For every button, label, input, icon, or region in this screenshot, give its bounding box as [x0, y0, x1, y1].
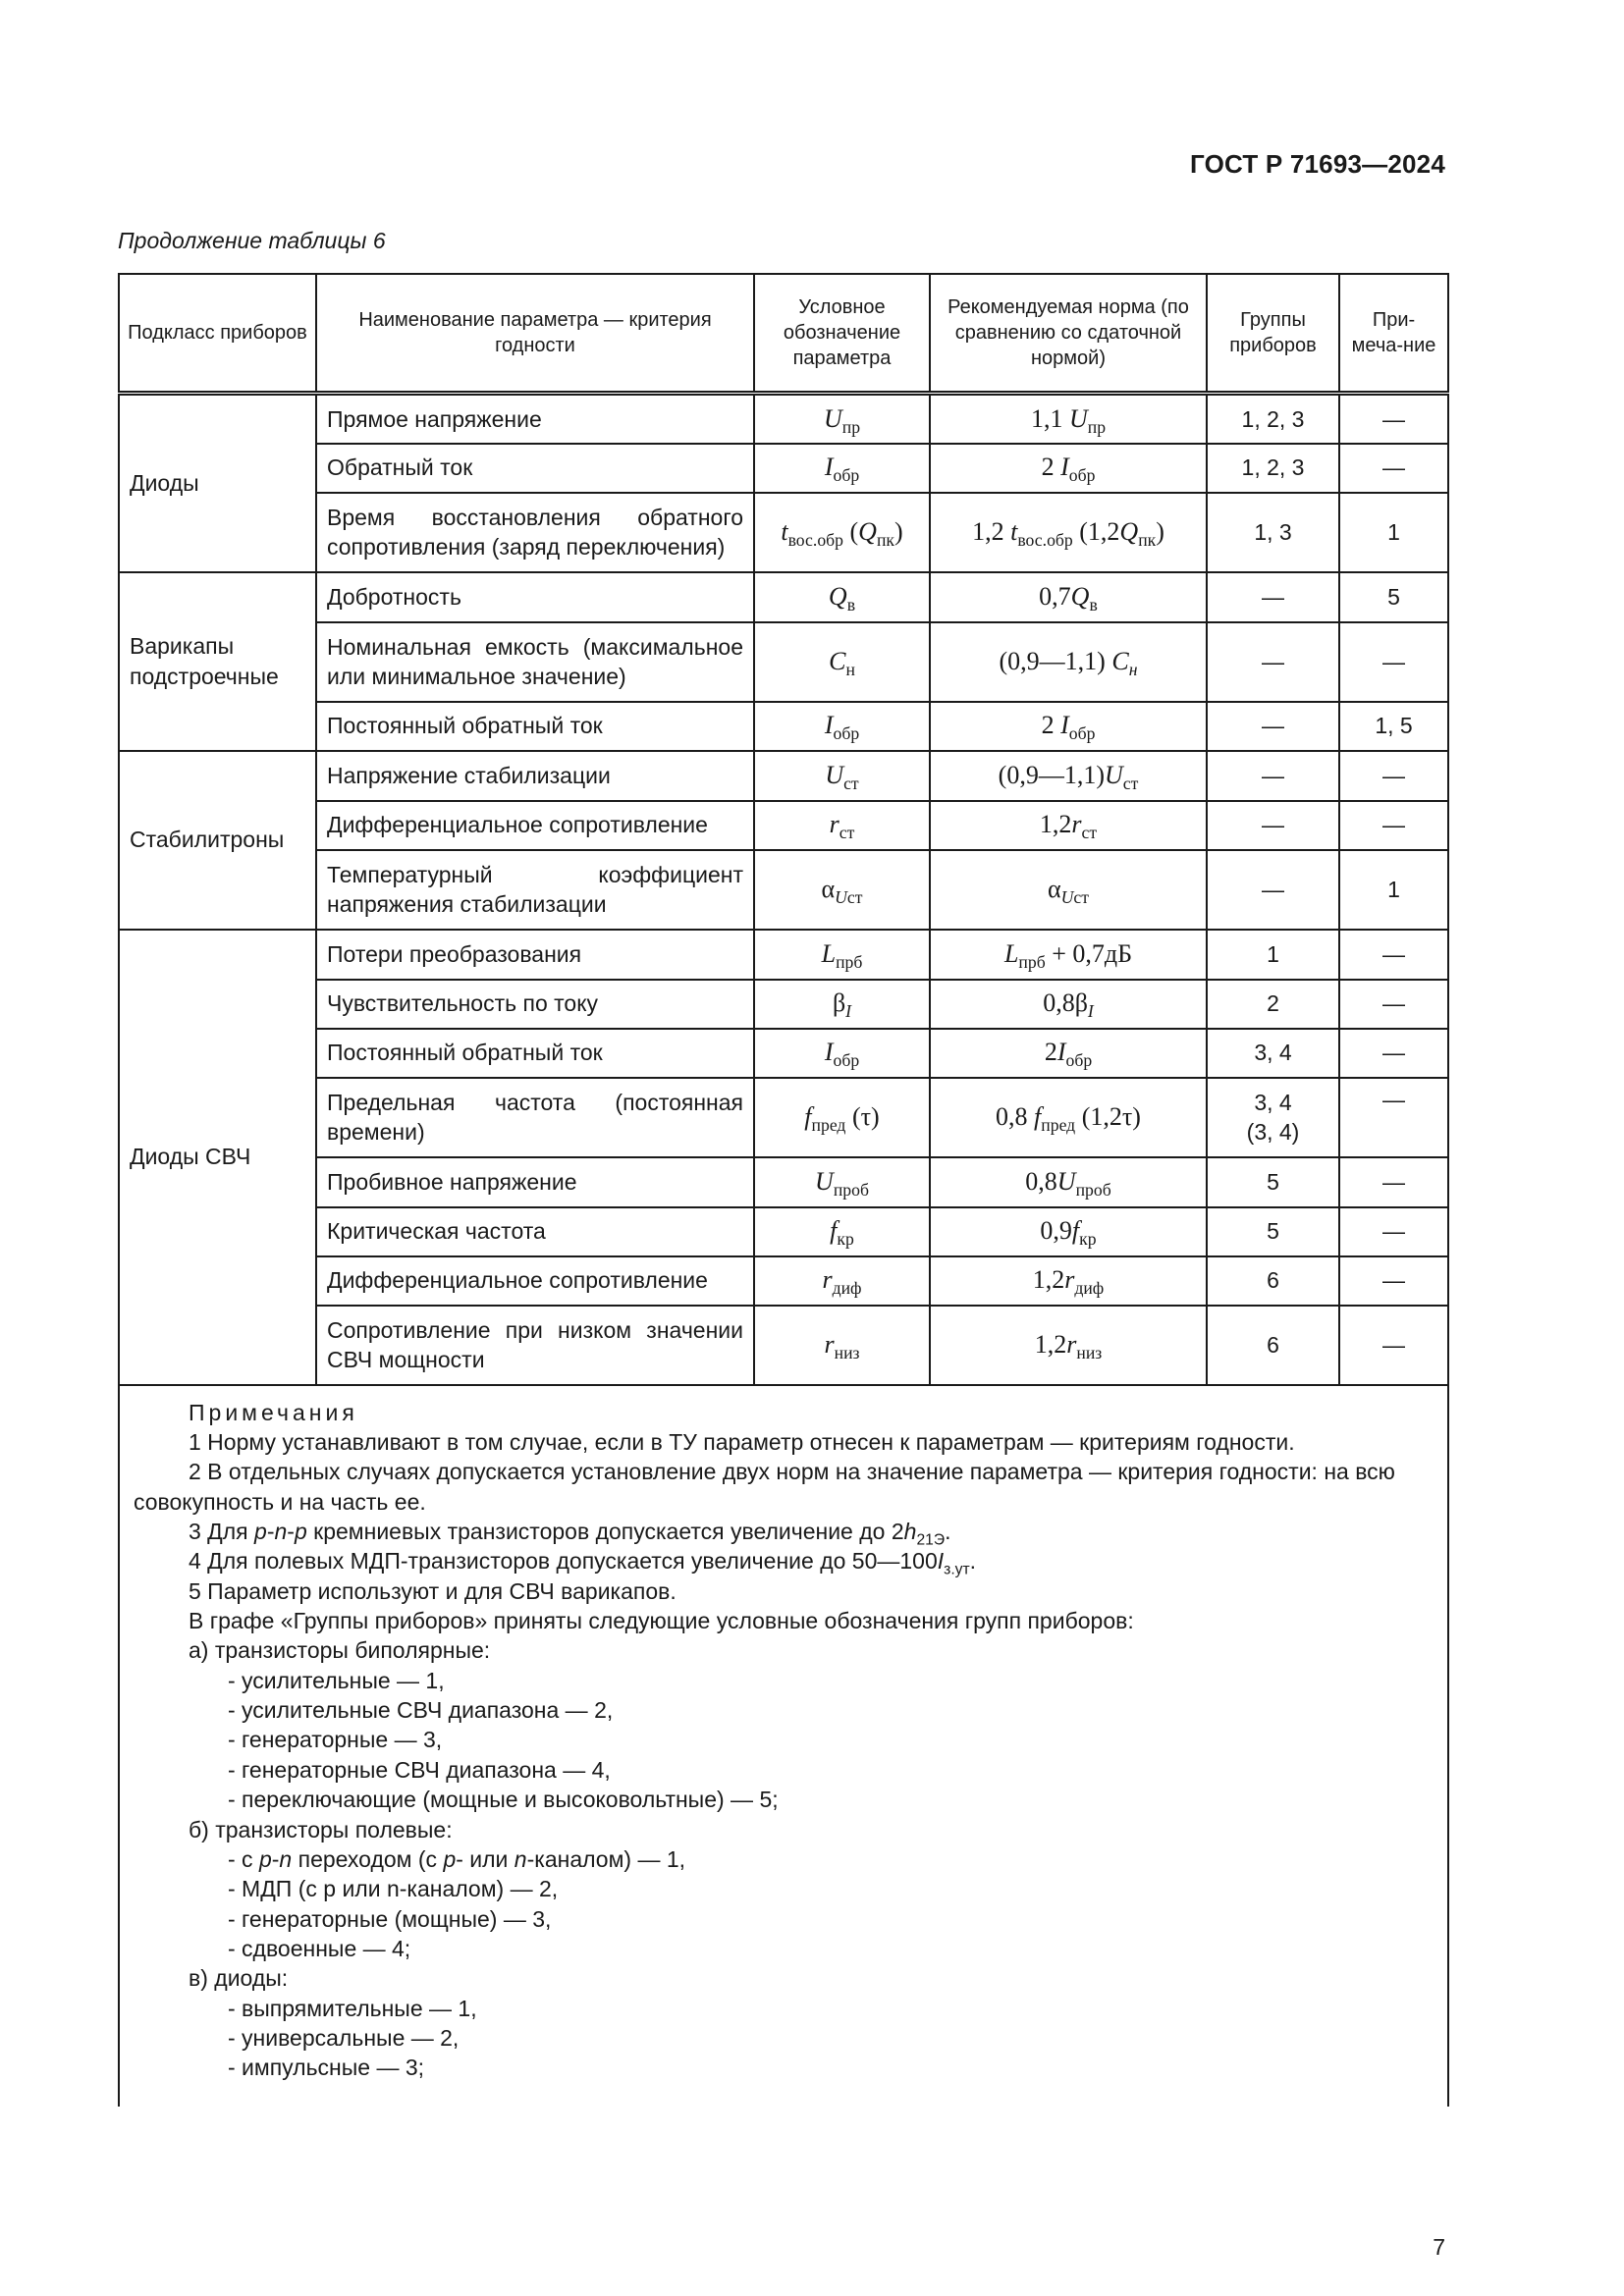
param-note: —: [1339, 622, 1448, 702]
param-note: —: [1339, 1306, 1448, 1385]
param-symbol: $f_{пред}$ (τ): [754, 1078, 930, 1157]
note-line: - импульсные — 3;: [228, 2055, 425, 2081]
param-norm: 2 $I_{обр}$: [930, 702, 1207, 751]
param-groups: 6: [1207, 1256, 1339, 1306]
param-note: —: [1339, 930, 1448, 980]
note-line: 3 Для p-n-p кремниевых транзисторов допускается увеличение до $2h_{21Э}$.: [189, 1518, 951, 1549]
table-row: [119, 1207, 1448, 1256]
note-line: в) диоды:: [189, 1965, 289, 1992]
param-symbol: $U_{проб}$: [754, 1157, 930, 1207]
note-line: - усилительные — 1,: [228, 1667, 445, 1693]
param-symbol: $I_{обр}$: [754, 444, 930, 493]
table-row: [119, 444, 1448, 493]
param-note: —: [1339, 980, 1448, 1029]
param-symbol: $r_{низ}$: [754, 1306, 930, 1385]
param-symbol: $U_{пр}$: [754, 394, 930, 444]
header-note: При-меча-ние: [1339, 274, 1448, 394]
parameters-table: [118, 273, 1449, 2107]
param-note: —: [1339, 1078, 1448, 1157]
param-norm: $L_{прб} + 0,7дБ$: [930, 930, 1207, 980]
param-groups: —: [1207, 751, 1339, 801]
note-line: - универсальные — 2,: [228, 2025, 460, 2052]
class-cell: Стабилитроны: [119, 751, 316, 930]
param-note: 5: [1339, 572, 1448, 622]
note-line: 5 Параметр используют и для СВЧ варикапов.: [189, 1577, 677, 1604]
param-name: Номинальная емкость (максимальное или минимальное значение): [316, 622, 754, 702]
param-groups: 5: [1207, 1207, 1339, 1256]
param-groups: 5: [1207, 1157, 1339, 1207]
param-groups: —: [1207, 702, 1339, 751]
param-norm: $1,2r_{диф}$: [930, 1256, 1207, 1306]
param-name: Время восстановления обратного сопротивления (заряд переключения): [316, 493, 754, 572]
param-norm: $\alpha_{Uст}$: [930, 850, 1207, 930]
note-line: - выпрямительные — 1,: [228, 1995, 477, 2021]
param-symbol: $r_{ст}$: [754, 801, 930, 850]
param-name: Постоянный обратный ток: [316, 702, 754, 751]
param-norm: 1,1 $U_{пр}$: [930, 394, 1207, 444]
param-groups: 1, 3: [1207, 493, 1339, 572]
param-note: —: [1339, 1157, 1448, 1207]
note-line: В графе «Группы приборов» приняты следующие условные обозначения групп приборов:: [189, 1608, 1134, 1634]
param-symbol: $C_н$: [754, 622, 930, 702]
groups-line: 3, 4: [1254, 1089, 1292, 1115]
param-name: Предельная частота (постоянная времени): [316, 1078, 754, 1157]
param-norm: (0,9—1,1) $C_н$: [930, 622, 1207, 702]
note-line: - с p-n переходом (с p- или n-каналом) — 1,: [228, 1845, 686, 1872]
param-note: —: [1339, 1256, 1448, 1306]
header-symbol: Условное обозначение параметра: [754, 274, 930, 394]
note-line: - сдвоенные — 4;: [228, 1935, 411, 1961]
table-row: [119, 1256, 1448, 1306]
table-row: [119, 751, 1448, 801]
param-groups: —: [1207, 850, 1339, 930]
param-symbol: $\alpha_{Uст}$: [754, 850, 930, 930]
param-note: 1: [1339, 850, 1448, 930]
param-name: Потери преобразования: [316, 930, 754, 980]
param-note: 1, 5: [1339, 702, 1448, 751]
table-row: [119, 1157, 1448, 1207]
class-cell: Варикапы подстроечные: [119, 572, 316, 751]
param-symbol: $Q_в$: [754, 572, 930, 622]
class-cell: Диоды СВЧ: [119, 930, 316, 1385]
note-line: - переключающие (мощные и высоковольтные) — 5;: [228, 1787, 779, 1813]
param-note: —: [1339, 1207, 1448, 1256]
param-note: —: [1339, 1029, 1448, 1078]
param-norm: $(0,9—1,1)U_{ст}$: [930, 751, 1207, 801]
param-note: —: [1339, 394, 1448, 444]
param-name: Добротность: [316, 572, 754, 622]
param-symbol: $\beta_I$: [754, 980, 930, 1029]
param-name: Постоянный обратный ток: [316, 1029, 754, 1078]
table-row: [119, 1078, 1448, 1157]
param-groups: [1207, 1078, 1339, 1157]
groups-line: (3, 4): [1246, 1119, 1300, 1145]
param-groups: 2: [1207, 980, 1339, 1029]
param-norm: $1,2r_{ст}$: [930, 801, 1207, 850]
note-line: 2 В отдельных случаях допускается установление двух норм на значение параметра — критерия годности: на всю совокупность и на часть ее.: [134, 1459, 1395, 1515]
param-groups: 3, 4: [1207, 1029, 1339, 1078]
param-symbol: $U_{ст}$: [754, 751, 930, 801]
param-name: Прямое напряжение: [316, 394, 754, 444]
document-id: ГОСТ Р 71693—2024: [1190, 149, 1445, 179]
param-groups: 1: [1207, 930, 1339, 980]
param-name: Температурный коэффициент напряжения стабилизации: [316, 850, 754, 930]
param-groups: 6: [1207, 1306, 1339, 1385]
header-groups: Группы приборов: [1207, 274, 1339, 394]
param-note: —: [1339, 801, 1448, 850]
table-caption: Продолжение таблицы 6: [118, 228, 386, 253]
param-name: Сопротивление при низком значении СВЧ мощности: [316, 1306, 754, 1385]
param-norm: 1,2 $t_{вос.обр}$ $(1,2Q_{пк})$: [930, 493, 1207, 572]
table-row: [119, 980, 1448, 1029]
table-row: [119, 801, 1448, 850]
param-symbol: $L_{прб}$: [754, 930, 930, 980]
header-parameter-name: Наименование параметра — критерия годности: [316, 274, 754, 394]
note-line: - генераторные СВЧ диапазона — 4,: [228, 1756, 611, 1783]
table-row: [119, 1306, 1448, 1385]
param-symbol: $I_{обр}$: [754, 702, 930, 751]
table-row: [119, 493, 1448, 572]
param-name: Дифференциальное сопротивление: [316, 1256, 754, 1306]
param-norm: $0,7Q_в$: [930, 572, 1207, 622]
table-row: [119, 394, 1448, 444]
param-norm: 2 $I_{обр}$: [930, 444, 1207, 493]
table-row: [119, 702, 1448, 751]
param-name: Чувствительность по току: [316, 980, 754, 1029]
notes-block: [119, 1385, 1448, 2107]
table-row: [119, 1029, 1448, 1078]
page-number: 7: [1433, 2234, 1445, 2260]
note-line: - МДП (с p или n-каналом) — 2,: [228, 1876, 559, 1902]
param-norm: $0,9f_{кр}$: [930, 1207, 1207, 1256]
note-line: 1 Норму устанавливают в том случае, если в ТУ параметр отнесен к параметрам — критериям годности.: [189, 1428, 1295, 1455]
note-line: - генераторные — 3,: [228, 1727, 443, 1753]
param-note: —: [1339, 444, 1448, 493]
table-header-row: [119, 274, 1448, 394]
param-norm: $1,2r_{низ}$: [930, 1306, 1207, 1385]
param-groups: 1, 2, 3: [1207, 444, 1339, 493]
param-name: Дифференциальное сопротивление: [316, 801, 754, 850]
param-norm: $0,8\beta_I$: [930, 980, 1207, 1029]
param-name: Обратный ток: [316, 444, 754, 493]
table-row: [119, 622, 1448, 702]
note-line: - генераторные (мощные) — 3,: [228, 1905, 552, 1932]
param-symbol: $t_{вос.обр}$ $(Q_{пк})$: [754, 493, 930, 572]
notes-row: [119, 1385, 1448, 2107]
param-note: 1: [1339, 493, 1448, 572]
table-row: [119, 572, 1448, 622]
note-line: 4 Для полевых МДП-транзисторов допускается увеличение до $50—100I_{з.ут}$.: [189, 1548, 977, 1578]
class-cell: Диоды: [119, 394, 316, 572]
note-line: а) транзисторы биполярные:: [189, 1637, 491, 1664]
header-norm: Рекомендуемая норма (по сравнению со сдаточной нормой): [930, 274, 1207, 394]
param-name: Пробивное напряжение: [316, 1157, 754, 1207]
param-groups: —: [1207, 622, 1339, 702]
param-norm: 0,8 $f_{пред}$ (1,2τ): [930, 1078, 1207, 1157]
header-subclass: Подкласс приборов: [119, 274, 316, 394]
notes-title: Примечания: [189, 1399, 358, 1425]
param-name: Напряжение стабилизации: [316, 751, 754, 801]
note-line: б) транзисторы полевые:: [189, 1816, 453, 1842]
table-row: [119, 850, 1448, 930]
param-note: —: [1339, 751, 1448, 801]
note-line: - усилительные СВЧ диапазона — 2,: [228, 1697, 614, 1724]
param-symbol: $f_{кр}$: [754, 1207, 930, 1256]
param-symbol: $r_{диф}$: [754, 1256, 930, 1306]
param-norm: $2I_{обр}$: [930, 1029, 1207, 1078]
param-groups: 1, 2, 3: [1207, 394, 1339, 444]
param-groups: —: [1207, 572, 1339, 622]
param-groups: —: [1207, 801, 1339, 850]
param-name: Критическая частота: [316, 1207, 754, 1256]
param-norm: $0,8U_{проб}$: [930, 1157, 1207, 1207]
param-symbol: $I_{обр}$: [754, 1029, 930, 1078]
table-row: [119, 930, 1448, 980]
